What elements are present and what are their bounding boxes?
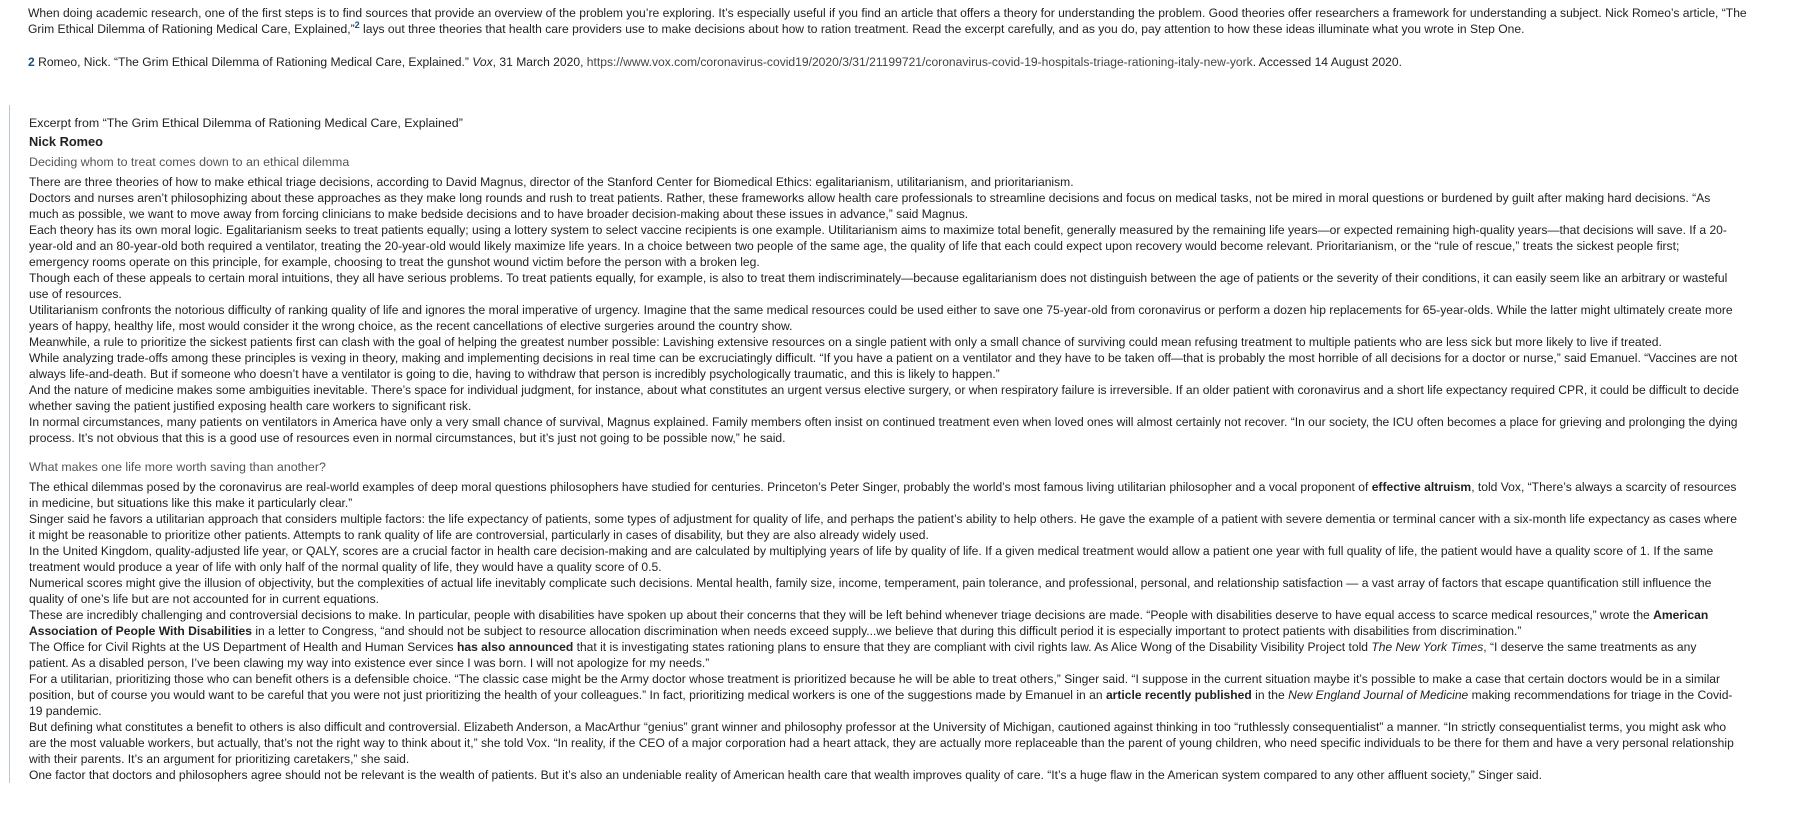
article-recently-published-link[interactable]: article recently published [1105,688,1252,702]
paragraph: Singer said he favors a utilitarian approach that considers multiple factors: the life expectancy of patients, some types of adjustment for quality of life, and perhaps the patient’s ability to help others. He gave the example of a patient with severe dementia or terminal cancer with a six-month life expectancy as cases where it might be reasonable to prioritize other patients. Attempts to rank quality of life are controversial, particularly in cases of disability, but they are also already widely used. [29,512,1737,542]
paragraph [29,639,1739,671]
p7-text-after: making recommendations for triage in the Covid-19 pandemic. [29,688,1733,718]
paragraph: Utilitarianism confronts the notorious difficulty of ranking quality of life and ignores the moral imperative of urgency. Imagine that the same medical resources could be used either to save one 75-year-old from coronavirus or perform a dozen hip replacements for 65-year-olds. While the latter might ultimately create more years of happy, healthy life, most would consider it the wrong choice, as the recent cancellations of elective surgeries around the country show. [29,303,1733,333]
paragraph [29,671,1739,719]
has-also-announced-link[interactable]: has also announced [456,640,574,654]
footnote-number: 2 [28,55,35,69]
excerpt-blockquote [9,105,1739,783]
paragraph: While analyzing trade-offs among these principles is vexing in theory, making and implementing decisions in real time can be excruciatingly difficult. “If you have a patient on a ventilator and they have to be taken off—that is probably the most horrible of all decisions for a doctor or nurse,” said Emanuel. “Vaccines are not always life-and-death. But if someone who doesn’t have a ventilator is going to die, having to withdraw that person is incredibly psychologically traumatic, and this is likely to happen.” [29,351,1738,381]
intro-paragraph [28,5,1758,37]
footnote [28,54,1758,70]
paragraph: Numerical scores might give the illusion of objectivity, but the complexities of actual life inevitably complicate such decisions. Mental health, family size, income, temperament, pain tolerance, and professional, personal, and relationship satisfaction — a vast array of factors that escape quantification still influence the quality of one’s life but are not accounted for in current equations. [29,576,1712,606]
paragraph: In normal circumstances, many patients on ventilators in America have only a very small chance of survival, Magnus explained. Family members often insist on continued treatment even when loved ones will almost certainly not recover. “In our society, the ICU often becomes a place for grieving and prolonging the dying process. It’s not obvious that this is a good use of resources even in normal circumstances, but it’s just not going to be possible now,” he said. [29,415,1738,445]
p5-text-after: in a letter to Congress, “and should not be subject to resource allocation discrimination when needs exceed supply...we believe that during this difficult period it is especially important to protect patients with disabilities from discrimination.” [252,624,1522,638]
p6-text-before: The Office for Civil Rights at the US Department of Health and Human Services [29,640,457,654]
footnote-url[interactable]: https://www.vox.com/coronavirus-covid19/2020/3/31/21199721/coronavirus-covid-19-hospitals-triage-rationing-italy-new-york [586,55,1253,69]
p1-text-before: The ethical dilemmas posed by the coronavirus are real-world examples of deep moral questions philosophers have studied for centuries. Princeton’s Peter Singer, probably the world’s most famous living utilitarian philosopher and a vocal proponent of [29,480,1372,494]
p6-text-after: , “I deserve the same treatments as any patient. As a disabled person, I’ve been clawing my way into existence ever since I was born. I will not apologize for my needs.” [29,640,1697,670]
p6-text-mid: that it is investigating states rationing plans to ensure that they are compliant with civil rights law. As Alice Wong of the Disability Visibility Project told [573,640,1372,654]
footnote-text-before: Romeo, Nick. “The Grim Ethical Dilemma of Rationing Medical Care, Explained.” [34,55,473,69]
footnote-journal: Vox [472,55,493,69]
paragraph: And the nature of medicine makes some ambiguities inevitable. There’s space for individual judgment, for instance, about what constitutes an urgent versus elective surgery, or when respiratory failure is irreversible. If an older patient with coronavirus and a short life expectancy required CPR, it could be difficult to decide whether saving the patient justified exposing health care workers to significant risk. [29,383,1739,413]
p7-text-mid: in the [1251,688,1289,702]
intro-text-before: When doing academic research, one of the first steps is to find sources that provide an overview of the problem you’re exploring. It’s especially useful if you find an article that offers a theory for understanding the problem. Good theories offer researchers a framework for understanding a subject. Nick Romeo’s article, “The Grim Ethical Dilemma of Rationing Medical Care, Explained,” [28,6,1747,36]
nyt-title: The New York Times [1371,640,1484,654]
paragraph: Each theory has its own moral logic. Egalitarianism seeks to treat patients equally; using a lottery system to select vaccine recipients is one example. Utilitarianism aims to maximize total benefit, generally measured by the remaining life years—or expected remaining high-quality years—that decisions will save. If a 20-year-old and an 80-year-old both required a ventilator, treating the 20-year-old would likely maximize life years. In a choice between two people of the same age, the quality of life that each could expect upon recovery would become relevant. Prioritarianism, or the “rule of rescue,” treats the sickest people first; emergency rooms operate on this principle, for example, choosing to treat the gunshot wound victim before the person with a broken leg. [29,223,1727,269]
paragraph: There are three theories of how to make ethical triage decisions, according to David Magnus, director of the Stanford Center for Biomedical Ethics: egalitarianism, utilitarianism, and prioritarianism. [29,175,1074,189]
p1-text-after: , told Vox, “There’s always a scarcity of resources in medicine, but situations like this make it particularly clear.” [29,480,1737,510]
paragraph: Though each of these appeals to certain moral intuitions, they all have serious problems. To treat patients equally, for example, is also to treat them indiscriminately—because egalitarianism does not distinguish between the age of patients or the severity of their conditions, it can easily seem like an arbitrary or wasteful use of resources. [29,271,1728,301]
p5-text-before: These are incredibly challenging and controversial decisions to make. In particular, people with disabilities have spoken up about their concerns that they will be left behind whenever triage decisions are made. “People with disabilities deserve to have equal access to scarce medical resources,” wrote the [29,608,1654,622]
paragraph [29,607,1739,639]
paragraph: One factor that doctors and philosophers agree should not be relevant is the wealth of patients. But it’s also an undeniable reality of American health care that wealth improves quality of care. “It’s a huge flaw in the American system compared to any other affluent society,” Singer said. [29,768,1543,782]
paragraph: Doctors and nurses aren’t philosophizing about these approaches as they make long rounds and rush to treat patients. Rather, these frameworks allow health care professionals to streamline decisions and focus on medical tasks, not be mired in moral questions or burdened by guilt after making hard decisions. “As much as possible, we want to move away from forcing clinicians to make bedside decisions and to have broader decision-making about these issues in advance,” said Magnus. [29,191,1711,221]
aapd-link[interactable]: American Association of People With Disabilities [29,608,1709,638]
footnote-text-after: . Accessed 14 August 2020. [1252,55,1402,69]
section-heading-ethical-dilemma: Deciding whom to treat comes down to an ethical dilemma [29,155,350,169]
intro-text-after: lays out three theories that health care providers use to make decisions about how to ration treatment. Read the excerpt carefully, and as you do, pay attention to how these ideas illuminate what you wrote in Step One. [359,22,1525,36]
paragraph: In the United Kingdom, quality-adjusted life year, or QALY, scores are a crucial factor in health care decision-making and are calculated by multiplying years of life by quality of life. If a given medical treatment would allow a patient one year with full quality of life, the patient would have a quality score of 1. If the same treatment would produce a year of life with only half of the normal quality of life, they would have a quality score of 0.5. [29,544,1714,574]
page-content [28,5,1758,70]
p7-text-before: For a utilitarian, prioritizing those who can benefit others is a defensible choice. “The classic case might be the Army doctor whose treatment is prioritized because he will be able to treat others,” Singer said. “I suppose in the current situation maybe it’s possible to make a case that certain doctors would be in a similar position, but of course you would want to be careful that you were not just prioritizing the health of your colleagues.” In fact, prioritizing medical workers is one of the suggestions made by Emanuel in an [29,672,1721,702]
paragraph [29,479,1739,511]
section-heading-life-worth-saving: What makes one life more worth saving than another? [29,460,326,474]
footnote-reference[interactable]: 2 [354,19,360,30]
paragraph: Meanwhile, a rule to prioritize the sickest patients first can clash with the goal of helping the greatest number possible: Lavishing extensive resources on a single patient with only a small chance of surviving could mean refusing treatment to multiple patients who are less sick but more likely to live if treated. [29,335,1662,349]
effective-altruism-link[interactable]: effective altruism [1371,480,1472,494]
nejm-title: New England Journal of Medicine [1288,688,1469,702]
paragraph: But defining what constitutes a benefit to others is also difficult and controversial. Elizabeth Anderson, a MacArthur “genius” grant winner and philosophy professor at the University of Michigan, cautioned against thinking in too “ruthlessly consequentialist” a manner. “In strictly consequentialist terms, you might ask who are the most valuable workers, but actually, that’s not the right way to think about it,” she told Vox. “In reality, if the CEO of a major corporation had a heart attack, they are actually more replaceable than the parent of young children, who need specific individuals to be there for them and have a very personal relationship with their parents. It’s an argument for prioritizing caretakers,” she said. [29,720,1734,766]
footnote-text-mid: , 31 March 2020, [492,55,587,69]
excerpt-author: Nick Romeo [29,134,103,149]
excerpt-title: Excerpt from “The Grim Ethical Dilemma of Rationing Medical Care, Explained” [29,116,463,130]
